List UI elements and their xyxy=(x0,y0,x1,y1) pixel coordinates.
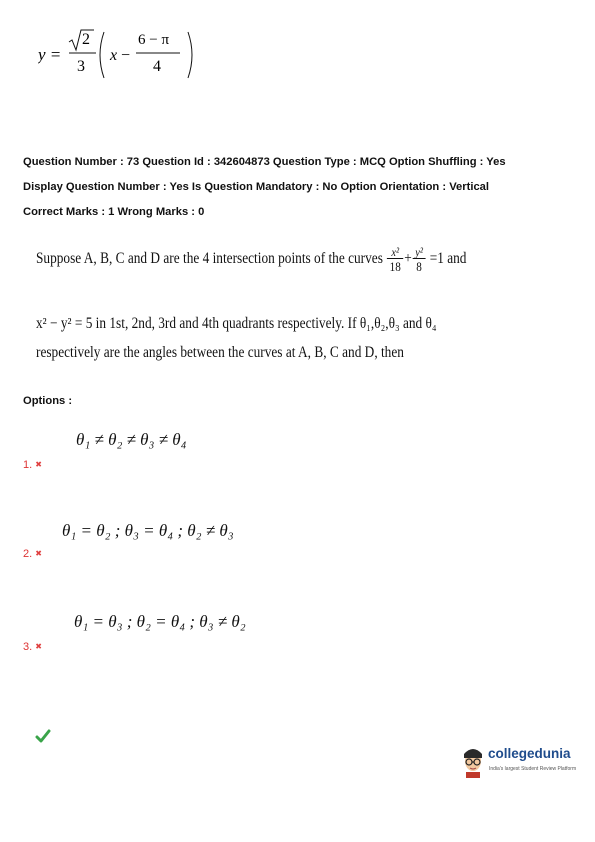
sqrt-argument: 2 xyxy=(82,31,90,48)
option-1-formula: θ₁ ≠ θ₂ ≠ θ₃ ≠ θ₄ xyxy=(76,430,187,449)
option-2-number: 2. xyxy=(23,548,33,560)
wrong-icon: ✖ xyxy=(35,460,42,469)
inner-numerator: 6 − π xyxy=(138,32,170,48)
right-paren xyxy=(188,32,192,78)
minus-sign: − xyxy=(121,47,131,64)
left-paren xyxy=(100,32,104,78)
option-1-row[interactable] xyxy=(23,459,42,471)
meta-marks-info: Correct Marks : 1 Wrong Marks : 0 xyxy=(23,206,205,218)
fraction-numerator: y² xyxy=(415,245,423,259)
meta-question-info: Question Number : 73 Question Id : 342604873 Question Type : MCQ Option Shuffling : Yes xyxy=(23,156,506,168)
option-3-formula: θ₁ = θ₃ ; θ₂ = θ₄ ; θ₃ ≠ θ₂ xyxy=(74,612,246,631)
fraction-denominator: 18 xyxy=(387,258,403,273)
collegedunia-logo-icon xyxy=(460,744,486,778)
options-label: Options : xyxy=(23,395,73,407)
fraction-x2-over-18 xyxy=(387,246,403,273)
logo-tagline: India's largest Student Review Platform xyxy=(489,766,577,772)
option-3-row[interactable] xyxy=(23,641,42,653)
wrong-icon: ✖ xyxy=(35,549,42,558)
fraction-denominator: 8 xyxy=(413,258,426,273)
option-3-number: 3. xyxy=(23,641,33,653)
formula-lhs: y = xyxy=(38,45,62,64)
fraction-numerator: x² xyxy=(391,245,400,259)
inner-variable: x xyxy=(110,47,118,64)
question-line-2: x² − y² = 5 in 1st, 2nd, 3rd and 4th quadrants respectively. If θ₁,θ₂,θ₃ and θ₄ xyxy=(36,315,437,332)
question-line-1-prefix: Suppose A, B, C and D are the 4 intersection points of the curves xyxy=(36,250,383,268)
wrong-icon: ✖ xyxy=(35,642,42,651)
inner-denominator: 4 xyxy=(153,58,161,75)
top-formula xyxy=(38,22,228,84)
question-line-1-suffix: =1 and xyxy=(429,250,467,268)
check-icon xyxy=(35,728,51,744)
logo-wordmark: collegedunia xyxy=(488,746,571,761)
question-line-1: Suppose A, B, C and D are the 4 intersection points of the curves $\frac{\text{x²}}{18}$ + $\frac{\text{y²}}{8}$ =1 and xyxy=(36,245,467,274)
fraction-y2-over-8 xyxy=(413,246,426,273)
option-2-formula: θ₁ = θ₂ ; θ₃ = θ₄ ; θ₂ ≠ θ₃ xyxy=(62,521,234,540)
fraction-denominator: 3 xyxy=(77,58,85,75)
question-line-3: respectively are the angles between the curves at A, B, C and D, then xyxy=(36,344,404,361)
option-1-number: 1. xyxy=(23,459,33,471)
option-2-row[interactable] xyxy=(23,548,42,560)
meta-display-info: Display Question Number : Yes Is Question Mandatory : No Option Orientation : Vertical xyxy=(23,181,490,193)
